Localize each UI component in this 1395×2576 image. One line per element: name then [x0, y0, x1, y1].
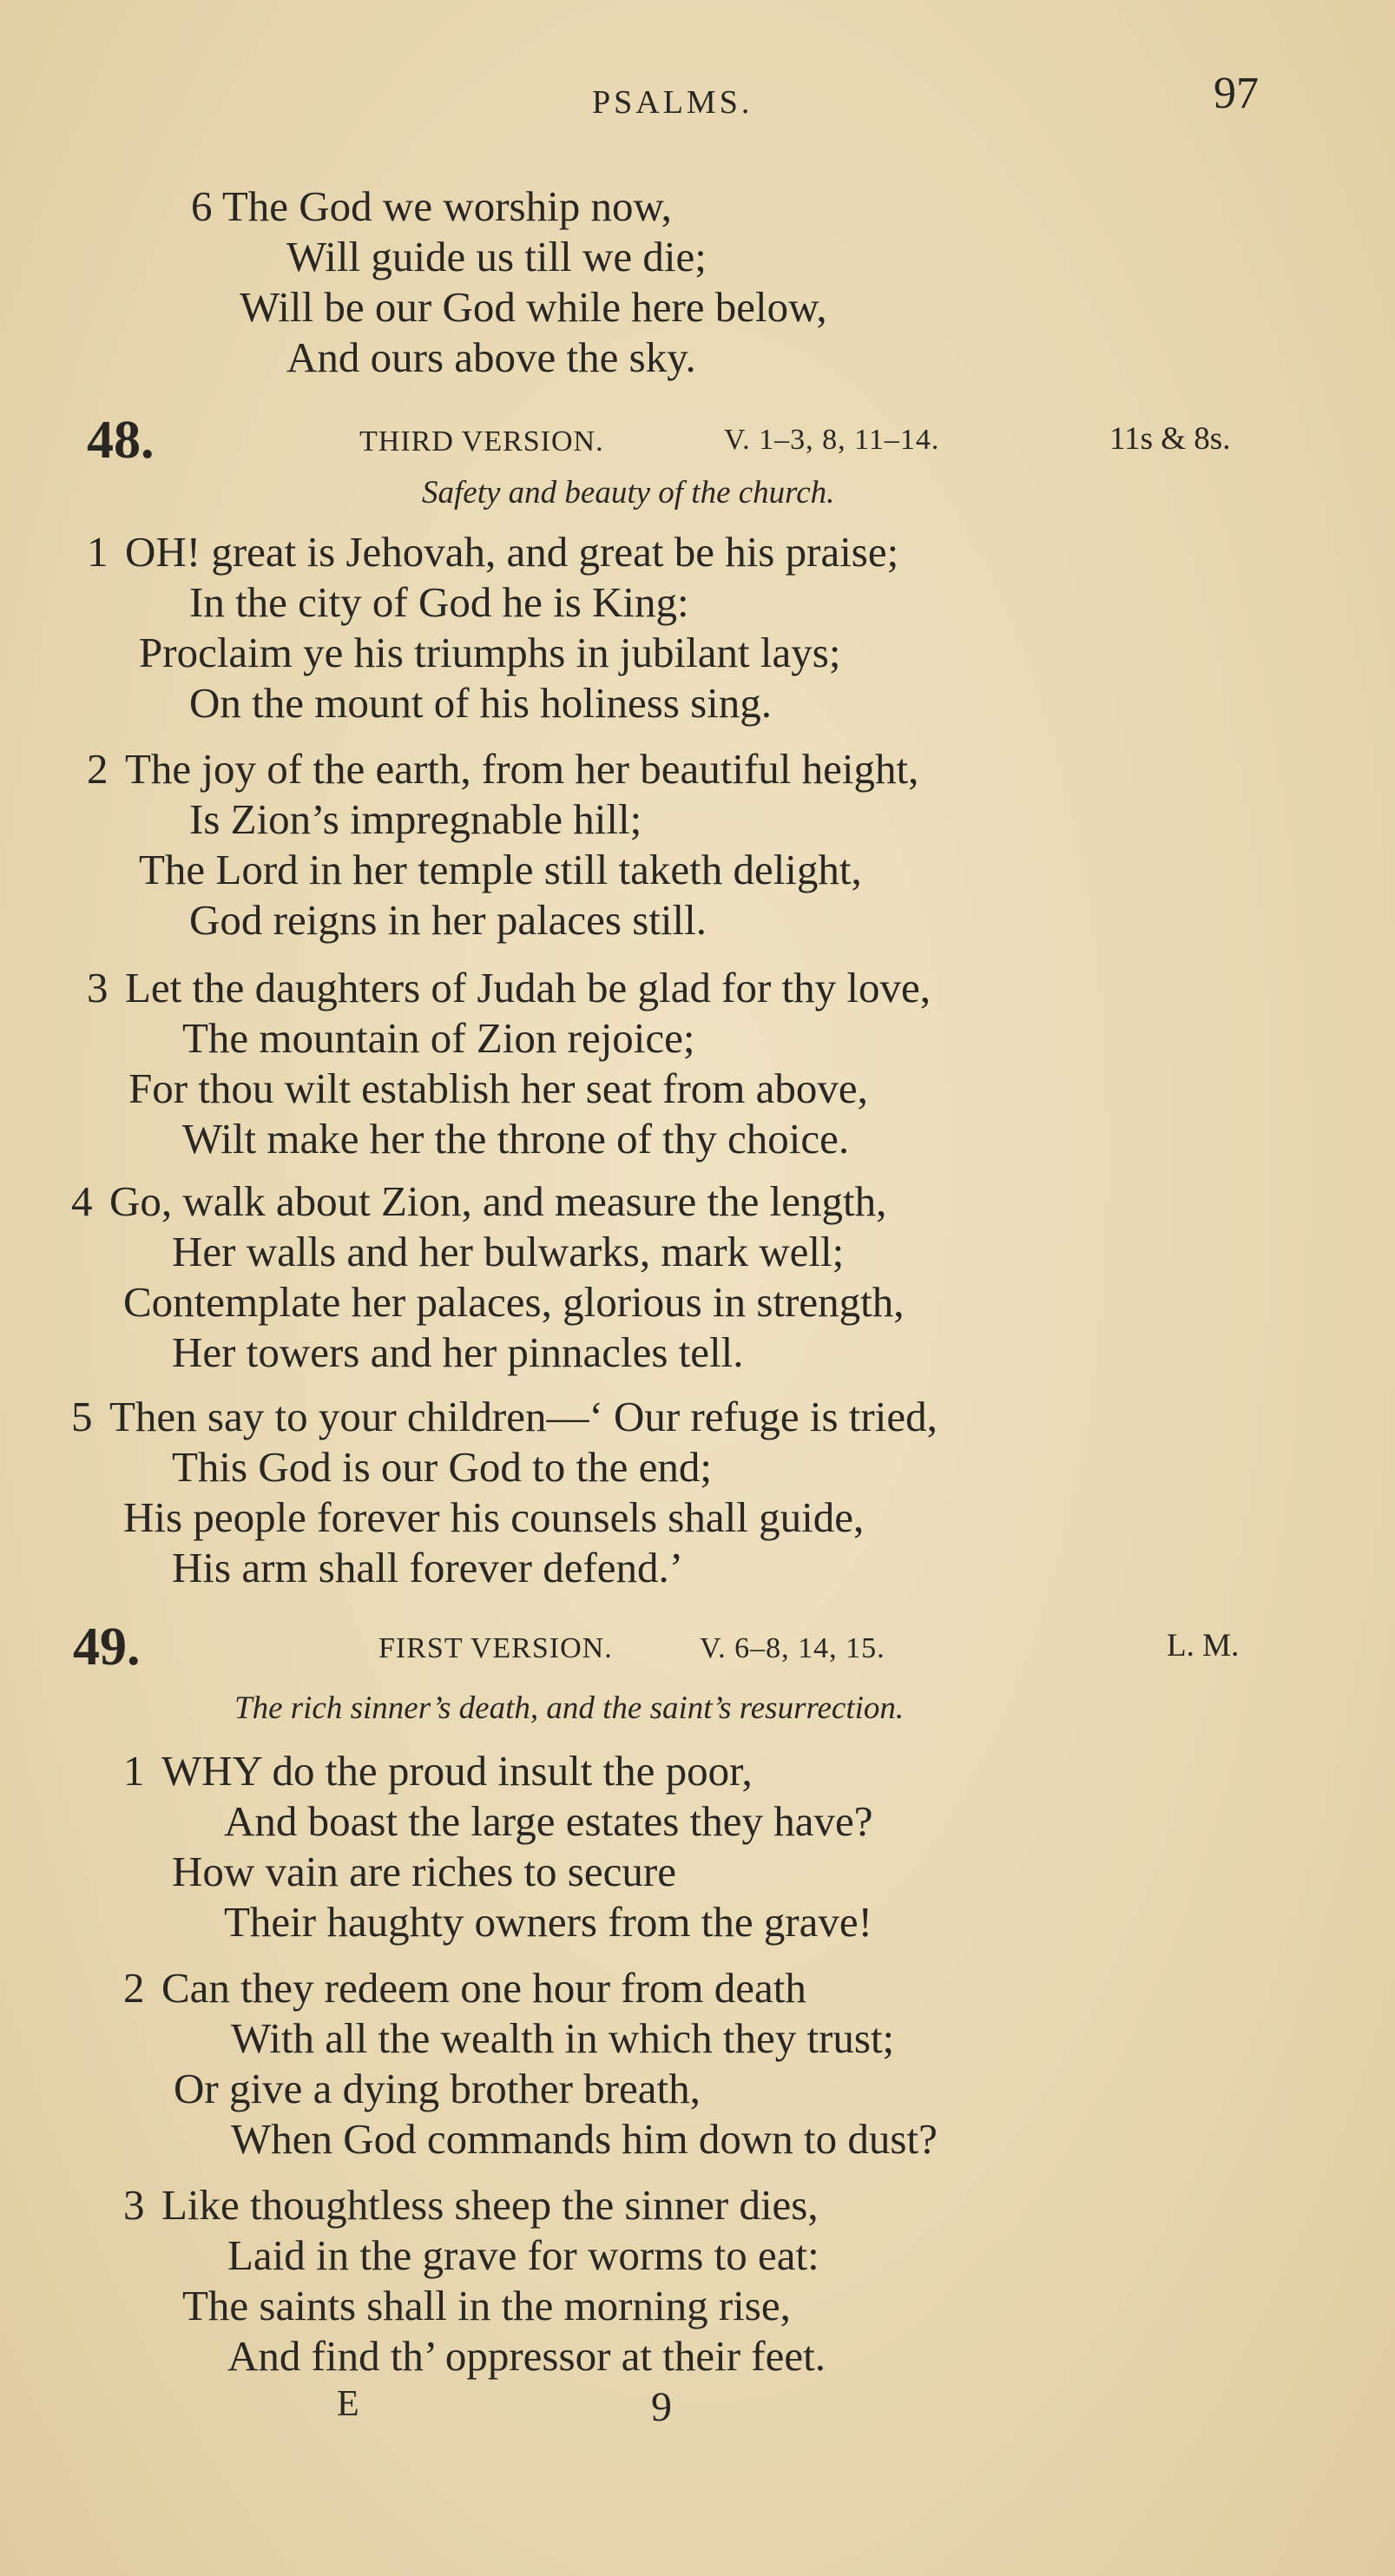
- stanza-line: His arm shall forever defend.’: [172, 1544, 684, 1591]
- intro-line-3: Will be our God while here below,: [240, 283, 827, 331]
- verse-number: 3: [87, 964, 109, 1011]
- stanza-line: [87, 964, 931, 1012]
- stanza-line: The saints shall in the morning rise,: [182, 2282, 791, 2329]
- intro-line-1: 6 The God we worship now,: [191, 182, 672, 230]
- stanza-line: Or give a dying brother breath,: [174, 2065, 701, 2112]
- psalm-version: FIRST VERSION.: [378, 1632, 613, 1664]
- verse-text: OH! great is Jehovah, and great be his praise;: [125, 528, 899, 576]
- stanza-line: Her walls and her bulwarks, mark well;: [172, 1228, 845, 1275]
- signature-number: 9: [651, 2384, 672, 2430]
- verse-number: 2: [87, 745, 109, 793]
- intro-line-4: And ours above the sky.: [286, 333, 696, 381]
- stanza-line: Their haughty owners from the grave!: [224, 1898, 872, 1946]
- verse-text: Go, walk about Zion, and measure the length,: [109, 1177, 887, 1225]
- verse-number: 1: [87, 528, 109, 576]
- stanza-line: The mountain of Zion rejoice;: [182, 1014, 695, 1062]
- psalm-version: THIRD VERSION.: [359, 425, 604, 458]
- verse-number: 3: [123, 2181, 145, 2229]
- stanza-line: And boast the large estates they have?: [224, 1797, 873, 1845]
- stanza-line: [87, 745, 918, 794]
- stanza-line: [71, 1177, 886, 1226]
- verse-text: Like thoughtless sheep the sinner dies,: [161, 2181, 819, 2229]
- stanza-line: The Lord in her temple still taketh delight,: [139, 846, 862, 893]
- stanza-line: And find th’ oppressor at their feet.: [227, 2332, 826, 2380]
- intro-line-2: Will guide us till we die;: [286, 233, 707, 280]
- stanza-line: Proclaim ye his triumphs in jubilant lays;: [139, 629, 841, 676]
- stanza-line: [71, 1393, 938, 1441]
- psalm-subtitle: Safety and beauty of the church.: [422, 475, 835, 511]
- stanza-line: On the mount of his holiness sing.: [189, 679, 773, 727]
- stanza-line: This God is our God to the end;: [172, 1443, 712, 1491]
- verse-text: WHY do the proud insult the poor,: [161, 1747, 753, 1795]
- stanza-line: [123, 1964, 806, 2013]
- stanza-line: [123, 1747, 753, 1795]
- stanza-line: [123, 2181, 819, 2230]
- stanza-line: Her towers and her pinnacles tell.: [172, 1328, 744, 1376]
- psalm-meter: L. M.: [1167, 1628, 1240, 1664]
- psalm-verses: V. 1–3, 8, 11–14.: [724, 424, 940, 456]
- stanza-line: Wilt make her the throne of thy choice.: [182, 1115, 850, 1163]
- verse-number: 2: [123, 1964, 145, 2012]
- psalm-meter: 11s & 8s.: [1109, 421, 1231, 457]
- stanza-line: His people forever his counsels shall guide,: [123, 1493, 865, 1541]
- running-title: PSALMS.: [592, 84, 753, 121]
- stanza-line: God reigns in her palaces still.: [189, 896, 707, 944]
- verse-number: 1: [123, 1747, 145, 1795]
- stanza-line: For thou wilt establish her seat from above,: [128, 1064, 868, 1112]
- page-number: 97: [1214, 69, 1259, 118]
- verse-text: Let the daughters of Judah be glad for thy love,: [125, 964, 931, 1011]
- psalm-number: 49.: [73, 1617, 141, 1677]
- psalm-number: 48.: [87, 411, 155, 470]
- psalm-subtitle: The rich sinner’s death, and the saint’s resurrection.: [234, 1690, 905, 1726]
- verse-text: The joy of the earth, from her beautiful height,: [125, 745, 919, 793]
- psalm-verses: V. 6–8, 14, 15.: [700, 1632, 885, 1664]
- stanza-line: In the city of God he is King:: [189, 578, 689, 626]
- stanza-line: With all the wealth in which they trust;: [231, 2014, 895, 2062]
- stanza-line: When God commands him down to dust?: [231, 2115, 938, 2163]
- verse-text: Then say to your children—‘ Our refuge is tried,: [109, 1393, 938, 1440]
- stanza-line: How vain are riches to secure: [172, 1848, 676, 1895]
- stanza-line: [87, 528, 898, 576]
- stanza-line: Contemplate her palaces, glorious in strength,: [123, 1278, 905, 1326]
- stanza-line: Is Zion’s impregnable hill;: [189, 795, 642, 843]
- signature-letter: E: [337, 2384, 359, 2424]
- stanza-line: Laid in the grave for worms to eat:: [227, 2231, 819, 2279]
- verse-number: 5: [71, 1393, 93, 1440]
- verse-number: 4: [71, 1177, 93, 1225]
- verse-text: Can they redeem one hour from death: [161, 1964, 806, 2012]
